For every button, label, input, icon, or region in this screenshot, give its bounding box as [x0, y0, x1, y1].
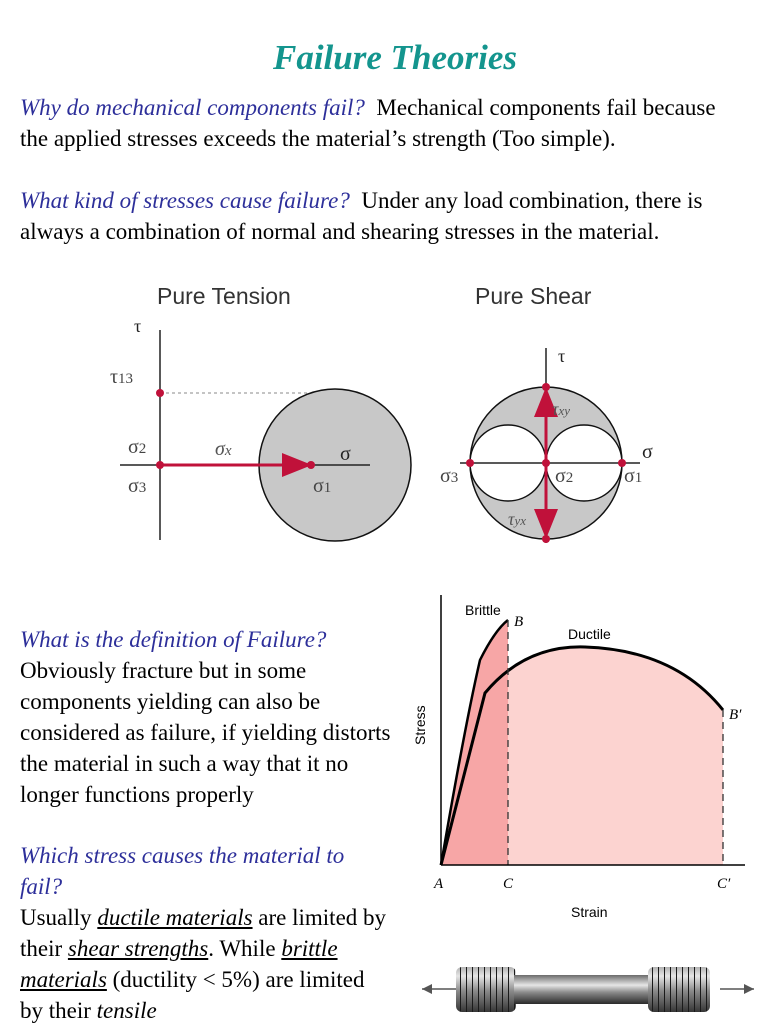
tau-yx-label: τyx: [508, 509, 526, 529]
intro-paragraph-1: [20, 92, 740, 154]
tau-xy-label: τxy: [552, 399, 570, 419]
point-a-label: A: [434, 876, 444, 892]
shear-sigma3-label: σ3: [440, 465, 459, 487]
stress-axis-label: Stress: [412, 705, 428, 745]
which-stress-text-2: are limited by their: [20, 905, 387, 961]
ductile-label: Ductile: [568, 626, 611, 642]
failure-definition-paragraph: [20, 624, 400, 810]
brittle-label: Brittle: [465, 602, 501, 618]
pure-shear-mohr-circle: [440, 346, 653, 543]
tension-tau-axis-label: τ: [134, 316, 142, 336]
shear-sigma2-label: σ2: [555, 465, 574, 487]
stress-strain-diagram: [405, 575, 760, 930]
strain-axis-label: Strain: [571, 904, 608, 920]
intro-paragraph-2: [20, 185, 740, 247]
question-what-stresses: What kind of stresses cause failure?: [20, 188, 350, 213]
which-stress-text-4: (ductility < 5%) are limited by their: [20, 967, 365, 1023]
shear-tau-axis-label: τ: [558, 346, 566, 366]
which-stress-text-1: Usually: [20, 905, 98, 930]
ductile-materials-term: ductile materials: [97, 905, 253, 930]
pure-tension-mohr-circle: [110, 316, 411, 541]
tension-sigma3-label: σ3: [128, 475, 147, 497]
tension-sigma2-label: σ2: [128, 436, 147, 458]
pure-shear-title: Pure Shear: [475, 283, 592, 309]
question-why-fail: Why do mechanical components fail?: [20, 95, 365, 120]
sigma-x-label: σx: [215, 438, 232, 460]
point-c-prime-label: C′: [717, 876, 731, 892]
answer-what-stresses: Under any load combination, there is always a combination of normal and shearing stresses in the material.: [20, 188, 703, 244]
page-title: Failure Theories: [272, 38, 518, 77]
pure-tension-title: Pure Tension: [157, 283, 291, 309]
brittle-materials-term: brittle materials: [20, 936, 338, 992]
mohr-circles-figure: [100, 310, 680, 550]
tension-sigma-axis-label: σ: [340, 443, 351, 465]
tension-sigma1-label: σ1: [313, 475, 332, 497]
point-b-prime-label: B′: [729, 707, 742, 723]
tensile-term: tensile: [96, 998, 157, 1023]
question-failure-definition: What is the definition of Failure?: [20, 627, 327, 652]
shear-strengths-term: shear strengths: [67, 936, 209, 961]
which-stress-paragraph: [20, 840, 390, 1026]
answer-why-fail: Mechanical components fail because the applied stresses exceeds the material’s strength (Too simple).: [20, 95, 716, 151]
tensile-specimen-image: [418, 955, 758, 1024]
tau13-label: τ13: [110, 366, 134, 388]
point-c-label: C: [503, 876, 514, 892]
point-b-label: B: [514, 614, 524, 630]
answer-failure-definition: Obviously fracture but in some components yielding can also be considered as failure, if yielding distorts the material in such a way that it no longer functions properly: [20, 658, 391, 807]
question-which-stress: Which stress causes the material to fail?: [20, 843, 345, 899]
shear-sigma1-label: σ1: [624, 465, 643, 487]
shear-sigma-axis-label: σ: [642, 441, 653, 463]
which-stress-text-3: . While: [208, 936, 282, 961]
